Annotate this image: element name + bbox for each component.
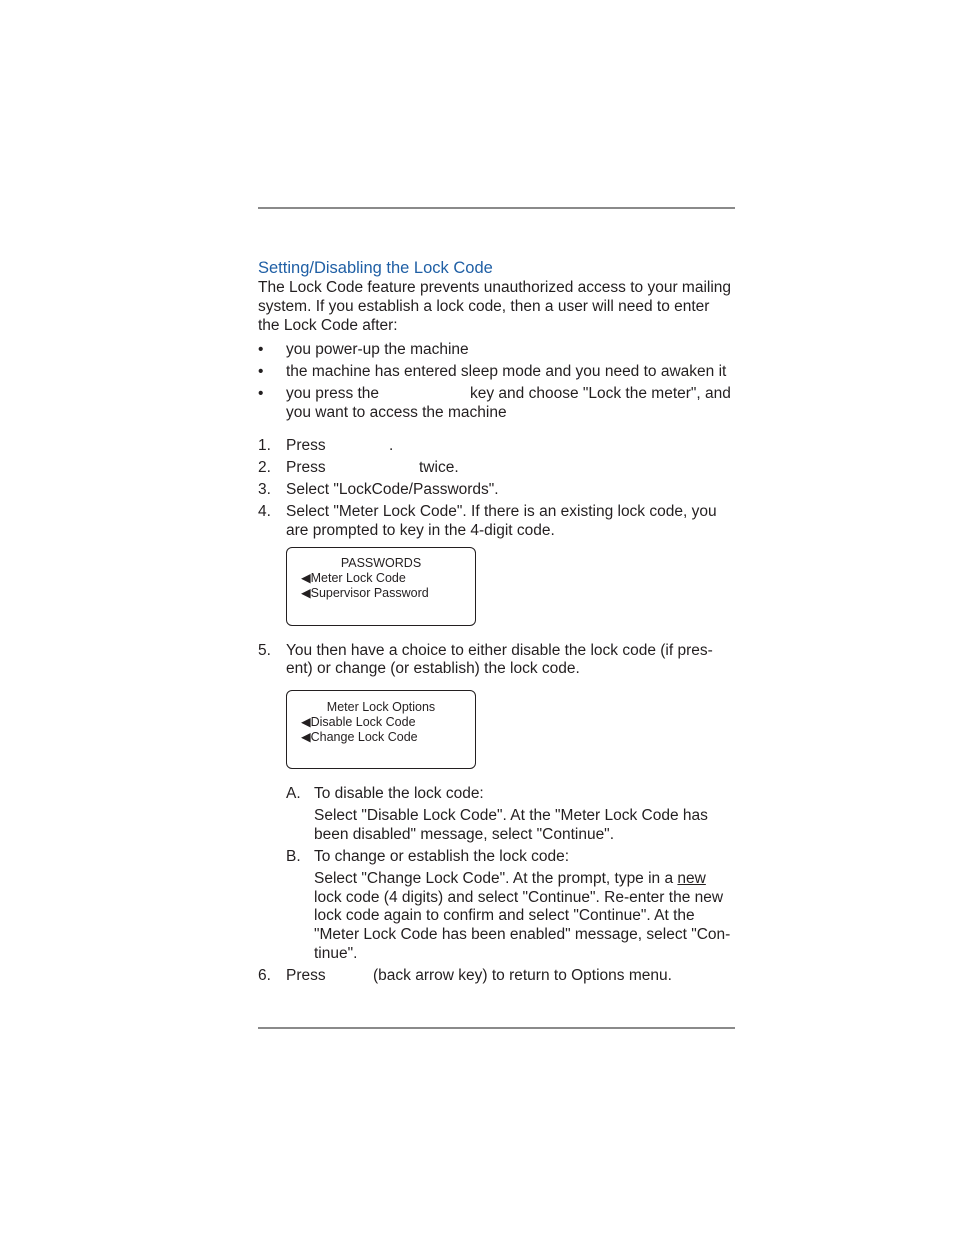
bullet-item-3-line-2: you want to access the machine (286, 404, 507, 421)
step-2-suffix: twice. (419, 459, 459, 476)
step-number: 6. (258, 967, 271, 984)
screen-option-disable-lock-code: ◀Disable Lock Code (301, 715, 416, 729)
bullet-item-3-part-b: key and choose "Lock the meter", and (470, 385, 731, 402)
screen-title: PASSWORDS (340, 556, 422, 570)
bullet-marker: • (258, 385, 264, 402)
step-1-suffix: . (389, 437, 394, 454)
step-number: 2. (258, 459, 271, 476)
substep-b-body-5: tinue". (314, 945, 358, 962)
substep-b-body-1-text: Select "Change Lock Code". At the prompt, type in a (314, 870, 674, 887)
substep-b-body-4: "Meter Lock Code has been enabled" message, select "Con- (314, 926, 731, 943)
step-4-text-line-2: are prompted to key in the 4-digit code. (286, 522, 555, 539)
step-number: 1. (258, 437, 271, 454)
underlined-new: new (677, 870, 706, 887)
substep-b-body-3: lock code again to confirm and select "Continue". At the (314, 907, 695, 924)
substep-a-title: To disable the lock code: (314, 785, 484, 802)
step-6-text: Press (286, 967, 326, 984)
step-2-text: Press (286, 459, 326, 476)
passwords-screen (286, 547, 476, 626)
substep-a-body-2: been disabled" message, select "Continue". (314, 826, 614, 843)
bullet-item-2: the machine has entered sleep mode and you need to awaken it (286, 363, 727, 380)
substep-b-body-1 (314, 869, 706, 888)
meter-lock-options-screen (286, 690, 476, 769)
step-4-text: Select "Meter Lock Code". If there is an existing lock code, you (286, 503, 717, 520)
bullet-item-1: you power-up the machine (286, 341, 469, 358)
bullet-item-3-part-a: you press the (286, 385, 380, 402)
step-6-suffix: (back arrow key) to return to Options menu. (373, 967, 672, 984)
substep-b-title: To change or establish the lock code: (314, 848, 570, 865)
step-number: 3. (258, 481, 271, 498)
substep-a-body-1: Select "Disable Lock Code". At the "Meter Lock Code has (314, 807, 708, 824)
step-5-text: You then have a choice to either disable the lock code (if pres- (286, 642, 713, 659)
top-rule (258, 207, 735, 209)
intro-line-2: system. If you establish a lock code, then a user will need to enter (258, 298, 710, 315)
section-heading: Setting/Disabling the Lock Code (258, 259, 493, 277)
intro-line-1: The Lock Code feature prevents unauthorized access to your mailing (258, 279, 732, 296)
bullet-marker: • (258, 341, 264, 358)
bullet-marker: • (258, 363, 264, 380)
screen-option-supervisor-password: ◀Supervisor Password (301, 586, 429, 600)
step-5-text-line-2: ent) or change (or establish) the lock code. (286, 660, 580, 677)
substep-letter: A. (286, 785, 301, 802)
step-1-text: Press (286, 437, 326, 454)
bottom-rule (258, 1027, 735, 1029)
screen-option-meter-lock-code: ◀Meter Lock Code (301, 571, 406, 585)
substep-letter: B. (286, 848, 301, 865)
step-number: 5. (258, 642, 271, 659)
screen-title: Meter Lock Options (326, 700, 436, 714)
substep-b-body-2: lock code (4 digits) and select "Continue". Re-enter the new (314, 889, 724, 906)
step-number: 4. (258, 503, 271, 520)
step-3-text: Select "LockCode/Passwords". (286, 481, 499, 498)
screen-option-change-lock-code: ◀Change Lock Code (301, 730, 418, 744)
intro-line-3: the Lock Code after: (258, 317, 398, 334)
